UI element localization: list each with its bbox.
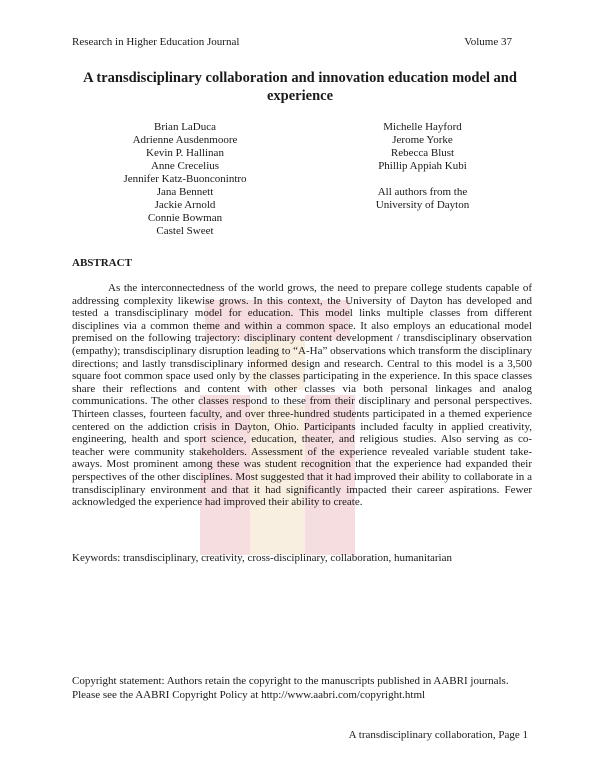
copyright-statement: Copyright statement: Authors retain the copyright to the manuscripts published in AABRI journals. Please see the AABRI Copyright Policy at http://www.aabri.com/copyright.html (72, 675, 509, 701)
author-list-right (330, 121, 515, 212)
journal-name: Research in Higher Education Journal (72, 36, 240, 48)
abstract-heading: ABSTRACT (72, 257, 132, 269)
keywords: Keywords: transdisciplinary, creativity, cross-disciplinary, collaboration, humanitarian (72, 552, 452, 564)
affiliation (330, 186, 515, 212)
author-name: Brian LaDuca (154, 121, 216, 133)
volume-number: Volume 37 (464, 36, 512, 48)
author-name: Jerome Yorke (392, 134, 453, 146)
author-name: Jennifer Katz-Buonconintro (123, 173, 247, 185)
author-name: Castel Sweet (156, 225, 214, 237)
affiliation-line: All authors from the (377, 186, 468, 198)
author-name: Rebecca Blust (390, 147, 455, 159)
page-footer: A transdisciplinary collaboration, Page 1 (348, 729, 528, 741)
author-name: Phillip Appiah Kubi (378, 160, 467, 172)
affiliation-line: University of Dayton (375, 199, 470, 211)
author-name: Anne Crecelius (150, 160, 220, 172)
author-name: Jana Bennett (156, 186, 214, 198)
author-name: Kevin P. Hallinan (146, 147, 224, 159)
author-name: Jackie Arnold (154, 199, 216, 211)
abstract-text: As the interconnectedness of the world grows, the need to prepare college students capable of addressing complexity likewise grows. In this context, the University of Dayton has developed and tested a transdisciplinary model for education. This model links multiple classes from different disciplines via a common theme and within a common space. It also employs an educational model premised on the following trajectory: disciplinary content development / transdisciplinary observation (empathy); transdisciplinary disruption leading to “A-Ha” observations which transform the disciplinary directions; and lastly transdisciplinary informed design and research. Central to this model is a 3,500 square foot common space used only by the classes participating in the experience. In this space classes share their reflections and content with other classes via both personal linkages and analog communications. The other classes respond to these from their disciplinary and personal perspectives. Thirteen classes, fourteen faculty, and over three-hundred students participated in a themed experience centered on the addiction crisis in Dayton, Ohio. Participants included faculty in applied creativity, engineering, health and sport science, education, theater, and religious studies. Also serving as co-teacher were community stakeholders. Assessment of the experience revealed variable student take-aways. Most prominent among these was student recognition that the experience had expanded their perspectives of the other disciplines. Most suggested that it had improved their ability to collaborate in a transdisciplinary environment and that it had significantly impacted their career aspirations. Fewer acknowledged the experience had improved their ability to create. (72, 282, 532, 509)
author-name: Adrienne Ausdenmoore (132, 134, 238, 146)
author-name: Connie Bowman (147, 212, 223, 224)
author-list-left (90, 121, 280, 238)
paper-title: A transdisciplinary collaboration and innovation education model and experience (83, 70, 517, 104)
author-name: Michelle Hayford (383, 121, 462, 133)
